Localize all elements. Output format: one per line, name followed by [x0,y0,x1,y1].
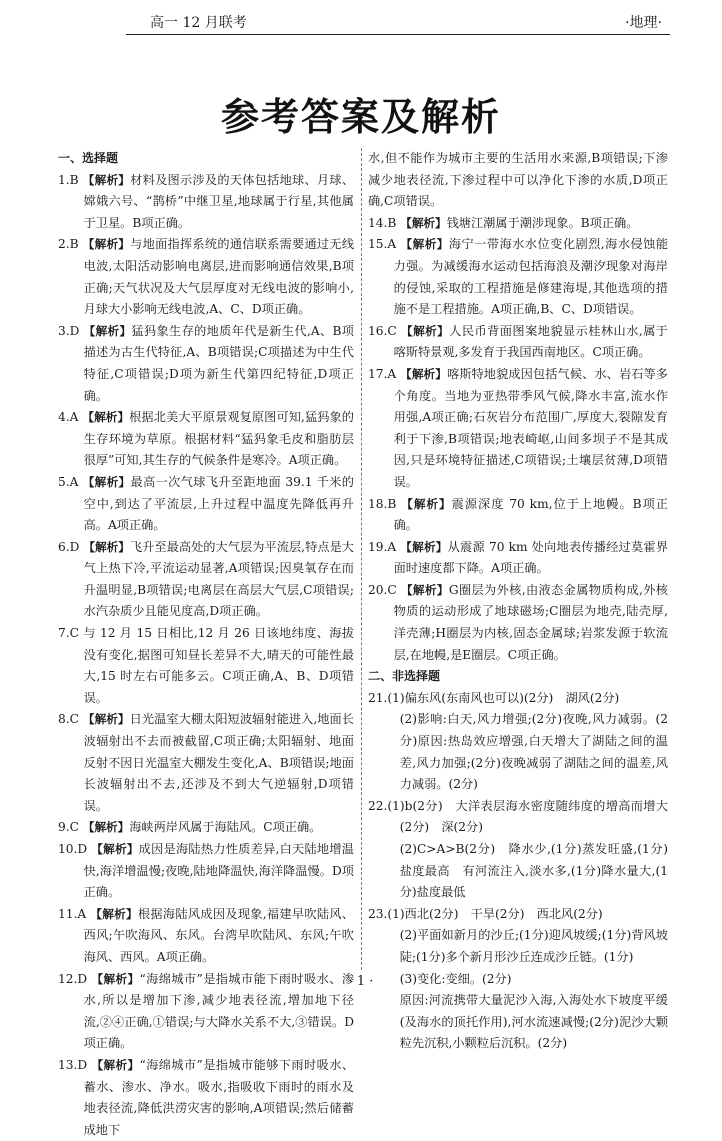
answer-number: 17.A [368,366,397,381]
answer-item [58,234,354,320]
answer-number: 15.A [368,237,397,252]
answer-text: 根据海陆风成因及现象,福建早吹陆风、西风;午吹海风、东风。台湾早吹陆风、东风;午吹海风、西风。A项正确。 [83,906,354,964]
answer-number: 13.D [58,1057,88,1072]
left-column [58,148,354,1141]
answer-number: 1.B [58,172,79,187]
answer-line: (3)变化:变细。(2分) [399,971,512,986]
answer-item [58,407,354,472]
answer-text: 材料及图示涉及的天体包括地球、月球、嫦娥六号、“鹊桥”中继卫星,地球属于行星,其他属于卫星。B项正确。 [83,172,355,230]
answer-item [368,580,668,666]
answer-item [58,170,354,235]
answer-text: G圈层为外核,由液态金属物质构成,外核物质的运动形成了地球磁场;C圈层为地壳,陆壳厚,洋壳薄;H圈层为内核,固态金属球;岩浆发源于软流层,在地幔,是E圈层。C项正确。 [393,582,668,662]
answer-text: 日光温室大棚太阳短波辐射能进入,地面长波辐射出不去而被截留,C项正确;太阳辐射、地面反射不因日光温室大棚发生变化,A、B项错误;地面长波辐射出不去,还涉及不到大气逆辐射,D项错误。 [83,712,354,813]
answer-line: 22.(1)b(2分) 大洋表层海水密度随纬度的增高而增大(2分) 深(2分) [368,798,668,835]
answer-line: 原因:河流携带大量泥沙入海,入海处水下坡度平缓(及海水的顶托作用),河水流速减慢;(2分)泥沙大颗粒先沉积,小颗粒后沉积。(2分) [399,993,668,1051]
answer-line: (2)平面如新月的沙丘;(1分)迎风坡缓;(1分)背风坡陡;(1分)多个新月形沙丘连成沙丘链。(1分) [399,928,668,964]
answer-line: 23.(1)西北(2分) 干旱(2分) 西北风(2分) [368,906,603,921]
answer-item [368,364,668,494]
question-22 [368,796,668,904]
column-divider [361,148,362,970]
right-answer-list [368,148,668,666]
analysis-tag: 【解析】 [82,474,131,489]
answer-item [58,472,354,537]
answer-line: (2)C>A>B(2分) 降水少,(1分)蒸发旺盛,(1分)盐度最高 有河流注入,淡水多,(1分)降水量大,(1分)盐度最低 [399,842,668,900]
answer-item [368,537,668,580]
analysis-tag: 【解析】 [82,410,130,425]
answer-text: 喀斯特地貌成因包括气候、水、岩石等多个角度。当地为亚热带季风气候,降水丰富,流水作用强,A项正确;石灰岩分布范围广,厚度大,裂隙发育利于下渗,B项错误;地表崎岖,山间多坝子不是其成因,只是环境特征描述,C项错误;土壤层贫薄,D项错误。 [393,366,669,489]
answer-item [58,709,354,817]
answer-text: 最高一次气球飞升至距地面 39.1 千米的空中,到达了平流层,上升过程中温度先降低再升高。A项正确。 [83,474,354,533]
answer-number: 14.B [368,215,397,230]
page-number: · 1 · [348,974,374,989]
answer-number: 11.A [58,906,87,921]
answer-item [368,494,668,537]
page-header [126,10,670,35]
answer-item [58,1055,354,1141]
answer-text: 从震源 70 km 处向地表传播经过莫霍界面时速度都下降。A项正确。 [393,539,668,576]
answer-text: 与 12 月 15 日相比,12 月 26 日该地纬度、海拔没有变化,据图可知昼长差异不大,晴天的可能性最大,15 时左右可能多云。C项正确,A、B、D项错误。 [83,626,354,705]
answer-text: 猛犸象生存的地质年代是新生代,A、B项描述为古生代特征,A、B项错误;C项描述为中生代特征,C项错误;D项为新生代第四纪特征,D项正确。 [83,323,354,403]
answer-text: 飞升至最高处的大气层为平流层,特点是大气上热下冷,平流运动显著,A项错误;因臭氧存在而升温明显,B项错误;电离层在高层大气层,C项错误;水汽杂质少且能见度高,D项正确。 [83,539,354,619]
answer-item [368,234,668,320]
answer-text: 与地面指挥系统的通信联系需要通过无线电波,太阳活动影响电离层,进而影响通信效果,B项正确;天气状况及大气层厚度对无线电波的影响小,月球大小影响无线电波,A、C、D项正确。 [83,237,355,317]
answer-text: “海绵城市”是指城市能够下雨时吸水、蓄水、渗水、净水。吸水,指吸收下雨时的雨水及地表径流,降低洪涝灾害的影响,A项错误;然后储蓄成地下 [83,1057,355,1137]
answer-item [368,148,668,213]
answer-text: 海峡两岸风属于海陆风。C项正确。 [129,820,322,835]
analysis-tag: 【解析】 [91,842,139,856]
answer-number: 4.A [58,410,79,425]
answer-text: “海绵城市”是指城市能下雨时吸水、渗水,所以是增加下渗,减少地表径流,增加地下径流,②④正确,①错误;与大降水关系不大,③错误。D项正确。 [83,971,355,1051]
section-nonchoice-heading: 二、非选择题 [368,669,441,684]
answer-line: (2)影响:白天,风力增强;(2分)夜晚,风力减弱。(2分)原因:热岛效应增强,白天增大了湖陆之间的温差,风力加强;(2分)夜晚减弱了湖陆之间的温差,风力减弱。(2分) [399,712,668,792]
answer-text: 水,但不能作为城市主要的生活用水来源,B项错误;下渗减少地表径流,下渗过程中可以净化下渗的水质,D项正确,C项错误。 [368,151,668,209]
answer-number: 10.D [58,842,88,856]
answer-text: 钱塘江潮属于潮涉现象。B项正确。 [446,215,639,230]
answer-number: 2.B [58,237,79,252]
answer-item [58,321,354,407]
analysis-tag: 【解析】 [83,323,132,338]
analysis-tag: 【解析】 [82,712,130,727]
answer-text: 海宁一带海水水位变化剧烈,海水侵蚀能力强。为减缓海水运动包括海浪及潮汐现象对海岸的侵蚀,采取的工程措施是修建海堤,其他选项的措施不是工程措施。A项正确,B、C、D项错误。 [393,237,669,317]
analysis-tag: 【解析】 [91,971,140,986]
analysis-tag: 【解析】 [90,906,138,921]
answer-text: 人民币背面图案地貌显示桂林山水,属于喀斯特景观,多发育于我国西南地区。C项正确。 [393,323,668,360]
answer-number: 9.C [58,820,79,835]
analysis-tag: 【解析】 [82,237,131,252]
analysis-tag: 【解析】 [400,215,447,230]
right-column [368,148,668,1055]
answer-number: 16.C [368,323,397,338]
answer-number: 19.A [368,539,397,554]
analysis-tag: 【解析】 [401,323,450,338]
answer-number: 7.C [58,626,79,641]
answer-text: 成因是海陆热力性质差异,白天陆地增温快,海洋增温慢;夜晚,陆地降温快,海洋降温慢。D项正确。 [83,842,354,900]
answer-number: 20.C [368,582,397,597]
answer-number: 18.B [368,496,397,511]
header-subject: ·地理· [625,15,662,31]
answer-text: 根据北美大平原景观复原图可知,猛犸象的生存环境为草原。根据材料“猛犸象毛皮和脂肪层很厚”可知,其生存的气候条件是寒冷。A项正确。 [83,410,354,468]
analysis-tag: 【解析】 [400,539,448,554]
analysis-tag: 【解析】 [401,496,452,511]
page-title: 参考答案及解析 [220,95,501,139]
answer-number: 6.D [58,539,80,554]
analysis-tag: 【解析】 [82,172,131,187]
answer-item [58,839,354,904]
analysis-tag: 【解析】 [400,366,447,381]
answer-text: 震源深度 70 km,位于上地幔。B项正确。 [393,496,669,533]
analysis-tag: 【解析】 [82,820,130,835]
answer-line: 21.(1)偏东风(东南风也可以)(2分) 湖风(2分) [368,690,620,705]
section-choice-heading: 一、选择题 [58,151,119,165]
answer-item [368,213,668,235]
answer-item [58,537,354,623]
answer-item [58,817,354,839]
analysis-tag: 【解析】 [400,237,449,252]
answer-number: 12.D [58,971,88,986]
analysis-tag: 【解析】 [83,539,130,554]
answer-item [58,623,354,709]
answer-item [368,321,668,364]
header-exam-title: 高一 12 月联考 [150,15,247,31]
analysis-tag: 【解析】 [91,1057,140,1072]
answer-number: 8.C [58,712,79,727]
answer-number: 5.A [58,474,79,489]
answer-number: 3.D [58,323,80,338]
question-21 [368,688,668,796]
analysis-tag: 【解析】 [400,582,449,597]
left-answer-list [58,170,354,1141]
answer-item [58,904,354,969]
